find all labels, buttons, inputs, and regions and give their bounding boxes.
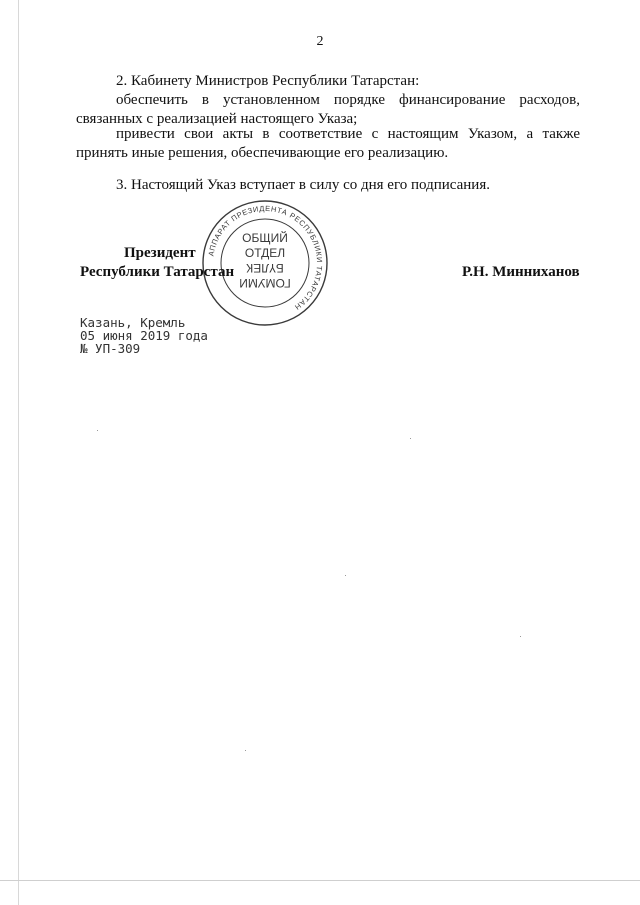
footer-place: Казань, Кремль: [80, 315, 186, 330]
signature-title-line-2: Республики Татарстан: [80, 264, 235, 280]
stamp-center-line-1: ОБЩИЙ: [242, 231, 288, 245]
stamp-ring-text: АППАРАТ ПРЕЗИДЕНТА РЕСПУБЛИКИ ТАТАРСТАН: [206, 203, 325, 312]
scan-speck: [410, 438, 411, 439]
stamp-center-line-4: ГОМУМИ: [239, 276, 291, 290]
scan-edge-bottom: [0, 880, 640, 881]
scan-speck: [245, 750, 246, 751]
signature-title-line-1: Президент: [124, 245, 196, 261]
acts-line-1: привести свои акты в соответствие с настоящим Указом, а также: [116, 126, 580, 142]
footer-decree-number: № УП-309: [80, 341, 141, 356]
stamp-center-line-3: БҮЛЕК: [246, 261, 284, 275]
scan-edge-left: [18, 0, 19, 905]
item-3-effective: 3. Настоящий Указ вступает в силу со дня его подписания.: [116, 177, 490, 193]
finance-line-2: связанных с реализацией настоящего Указа;: [76, 111, 358, 127]
acts-line-2: принять иные решения, обеспечивающие его реализацию.: [76, 145, 449, 161]
scan-speck: [520, 636, 521, 637]
stamp-center-line-2: ОТДЕЛ: [244, 246, 286, 260]
scan-speck: [97, 430, 98, 431]
signatory-name: Р.Н. Минниханов: [462, 264, 580, 280]
item-2-title: 2. Кабинету Министров Республики Татарстан:: [116, 73, 420, 89]
page-number: 2: [316, 34, 324, 49]
scan-speck: [345, 575, 346, 576]
finance-line-1: обеспечить в установленном порядке финансирование расходов,: [116, 92, 580, 108]
footer-date: 05 июня 2019 года: [80, 328, 208, 343]
